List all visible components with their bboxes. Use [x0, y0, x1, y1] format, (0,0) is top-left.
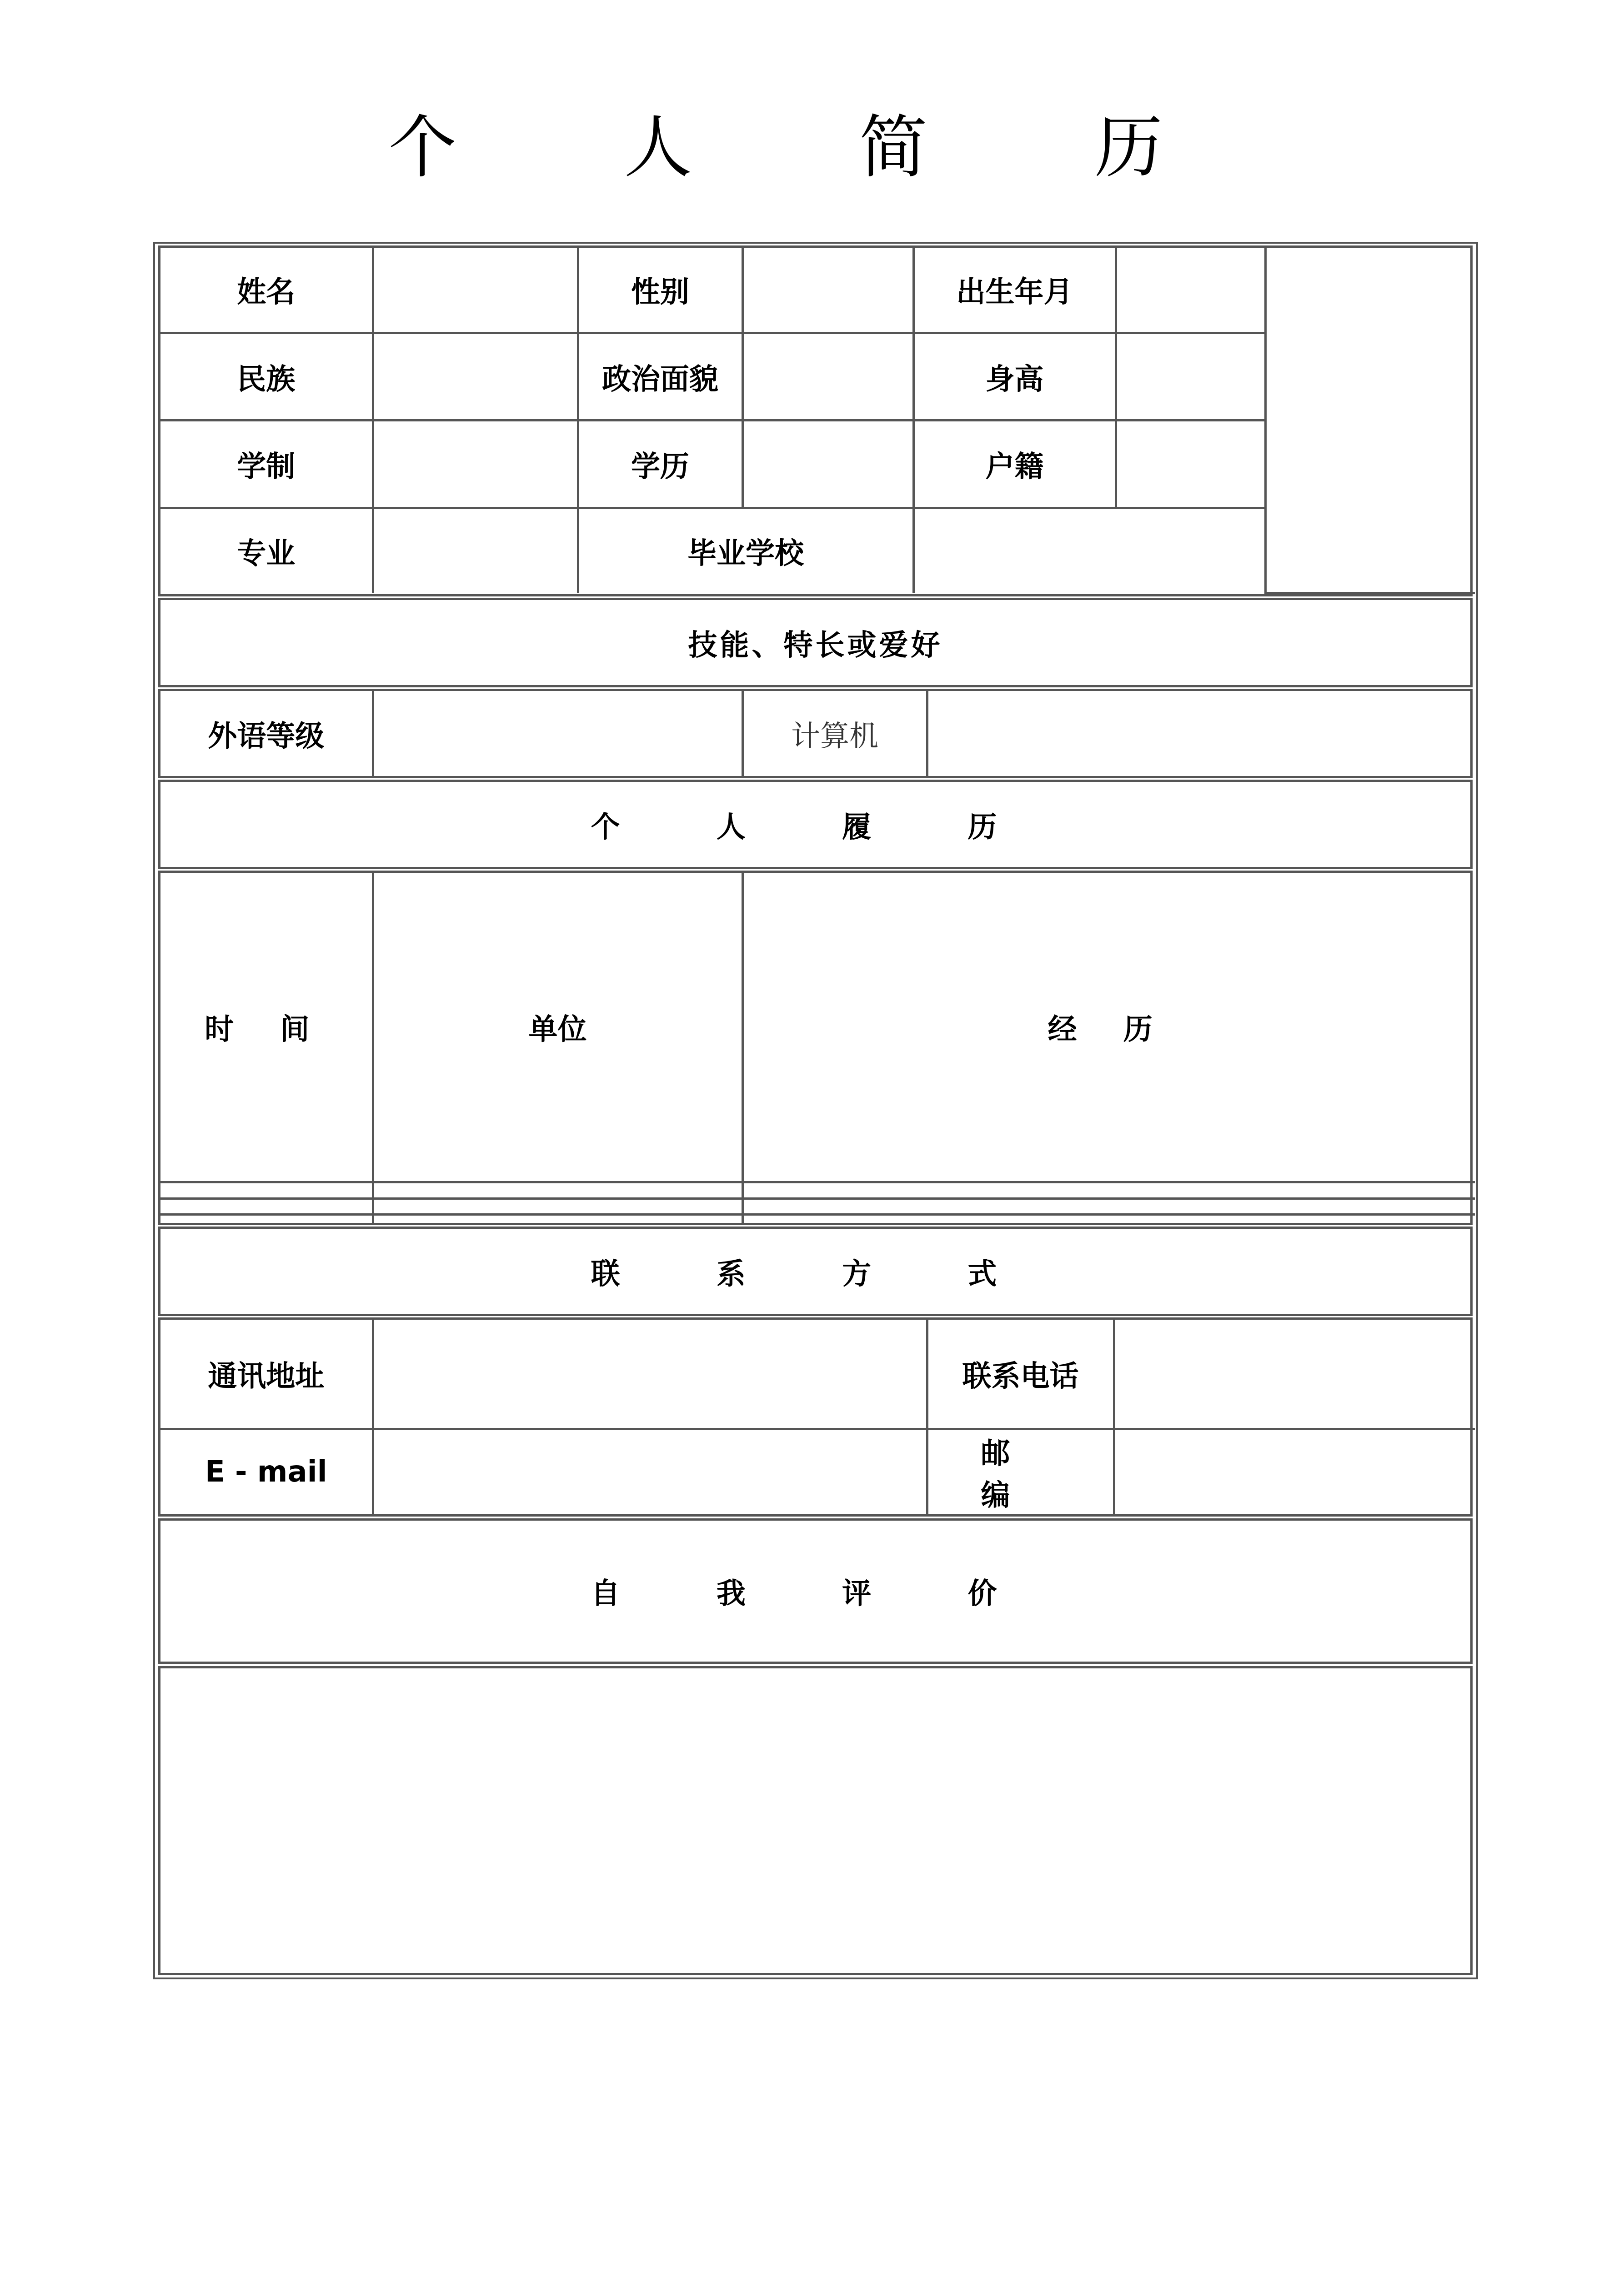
history-unit-cell[interactable] — [373, 1182, 742, 1198]
skills-row — [158, 689, 1473, 778]
history-table — [158, 871, 1473, 1225]
major-field[interactable] — [373, 508, 578, 593]
birth-field[interactable] — [1116, 248, 1265, 333]
evaluation-field[interactable] — [160, 1668, 1470, 1973]
email-field[interactable] — [373, 1429, 927, 1514]
history-time-cell[interactable] — [160, 1215, 373, 1223]
history-col-time: 时 间 — [160, 873, 373, 1182]
evaluation-band — [158, 1518, 1473, 1664]
evaluation-heading: 自 我 评 价 — [591, 1577, 1040, 1611]
computer-field[interactable] — [927, 691, 1475, 776]
foreign-language-field[interactable] — [373, 691, 742, 776]
school-field[interactable] — [913, 508, 1265, 593]
phone-field[interactable] — [1114, 1320, 1475, 1429]
schooling-label: 学制 — [160, 421, 373, 508]
history-experience-cell[interactable] — [742, 1215, 1475, 1223]
contact-heading: 联 系 方 式 — [591, 1257, 1040, 1291]
schooling-field[interactable] — [373, 421, 578, 508]
height-label: 身高 — [913, 333, 1116, 420]
skills-heading: 技能、特长或爱好 — [688, 628, 943, 662]
basic-info-section — [158, 245, 1473, 596]
major-label: 专业 — [160, 508, 373, 593]
gender-field[interactable] — [742, 248, 913, 333]
contact-band — [158, 1227, 1473, 1316]
political-label: 政治面貌 — [578, 333, 742, 420]
history-col-experience: 经 历 — [742, 873, 1475, 1182]
history-band — [158, 780, 1473, 869]
ethnicity-field[interactable] — [373, 333, 578, 420]
birth-label: 出生年月 — [913, 248, 1116, 333]
email-label: E - mail — [160, 1429, 373, 1514]
address-field[interactable] — [373, 1320, 927, 1429]
photo-box[interactable] — [1265, 248, 1475, 593]
height-field[interactable] — [1116, 333, 1265, 420]
foreign-language-label: 外语等级 — [160, 691, 373, 776]
phone-label: 联系电话 — [927, 1320, 1114, 1429]
address-label: 通讯地址 — [160, 1320, 373, 1429]
hukou-field[interactable] — [1116, 421, 1265, 508]
ethnicity-label: 民族 — [160, 333, 373, 420]
zip-label: 邮 编 — [927, 1429, 1114, 1514]
contact-table — [158, 1317, 1473, 1517]
computer-label: 计算机 — [742, 691, 927, 776]
history-col-unit: 单位 — [373, 873, 742, 1182]
history-time-cell[interactable] — [160, 1198, 373, 1215]
evaluation-content[interactable] — [158, 1666, 1473, 1975]
history-unit-cell[interactable] — [373, 1198, 742, 1215]
skills-band — [158, 598, 1473, 687]
history-unit-cell[interactable] — [373, 1215, 742, 1223]
school-label: 毕业学校 — [578, 508, 913, 593]
name-field[interactable] — [373, 248, 578, 333]
zip-field[interactable] — [1114, 1429, 1475, 1514]
education-label: 学历 — [578, 421, 742, 508]
page-title: 个 人 简 历 — [388, 108, 1236, 187]
education-field[interactable] — [742, 421, 913, 508]
history-time-cell[interactable] — [160, 1182, 373, 1198]
political-field[interactable] — [742, 333, 913, 420]
name-label: 姓名 — [160, 248, 373, 333]
hukou-label: 户籍 — [913, 421, 1116, 508]
history-experience-cell[interactable] — [742, 1198, 1475, 1215]
history-heading: 个 人 履 历 — [591, 810, 1040, 844]
history-experience-cell[interactable] — [742, 1182, 1475, 1198]
gender-label: 性别 — [578, 248, 742, 333]
